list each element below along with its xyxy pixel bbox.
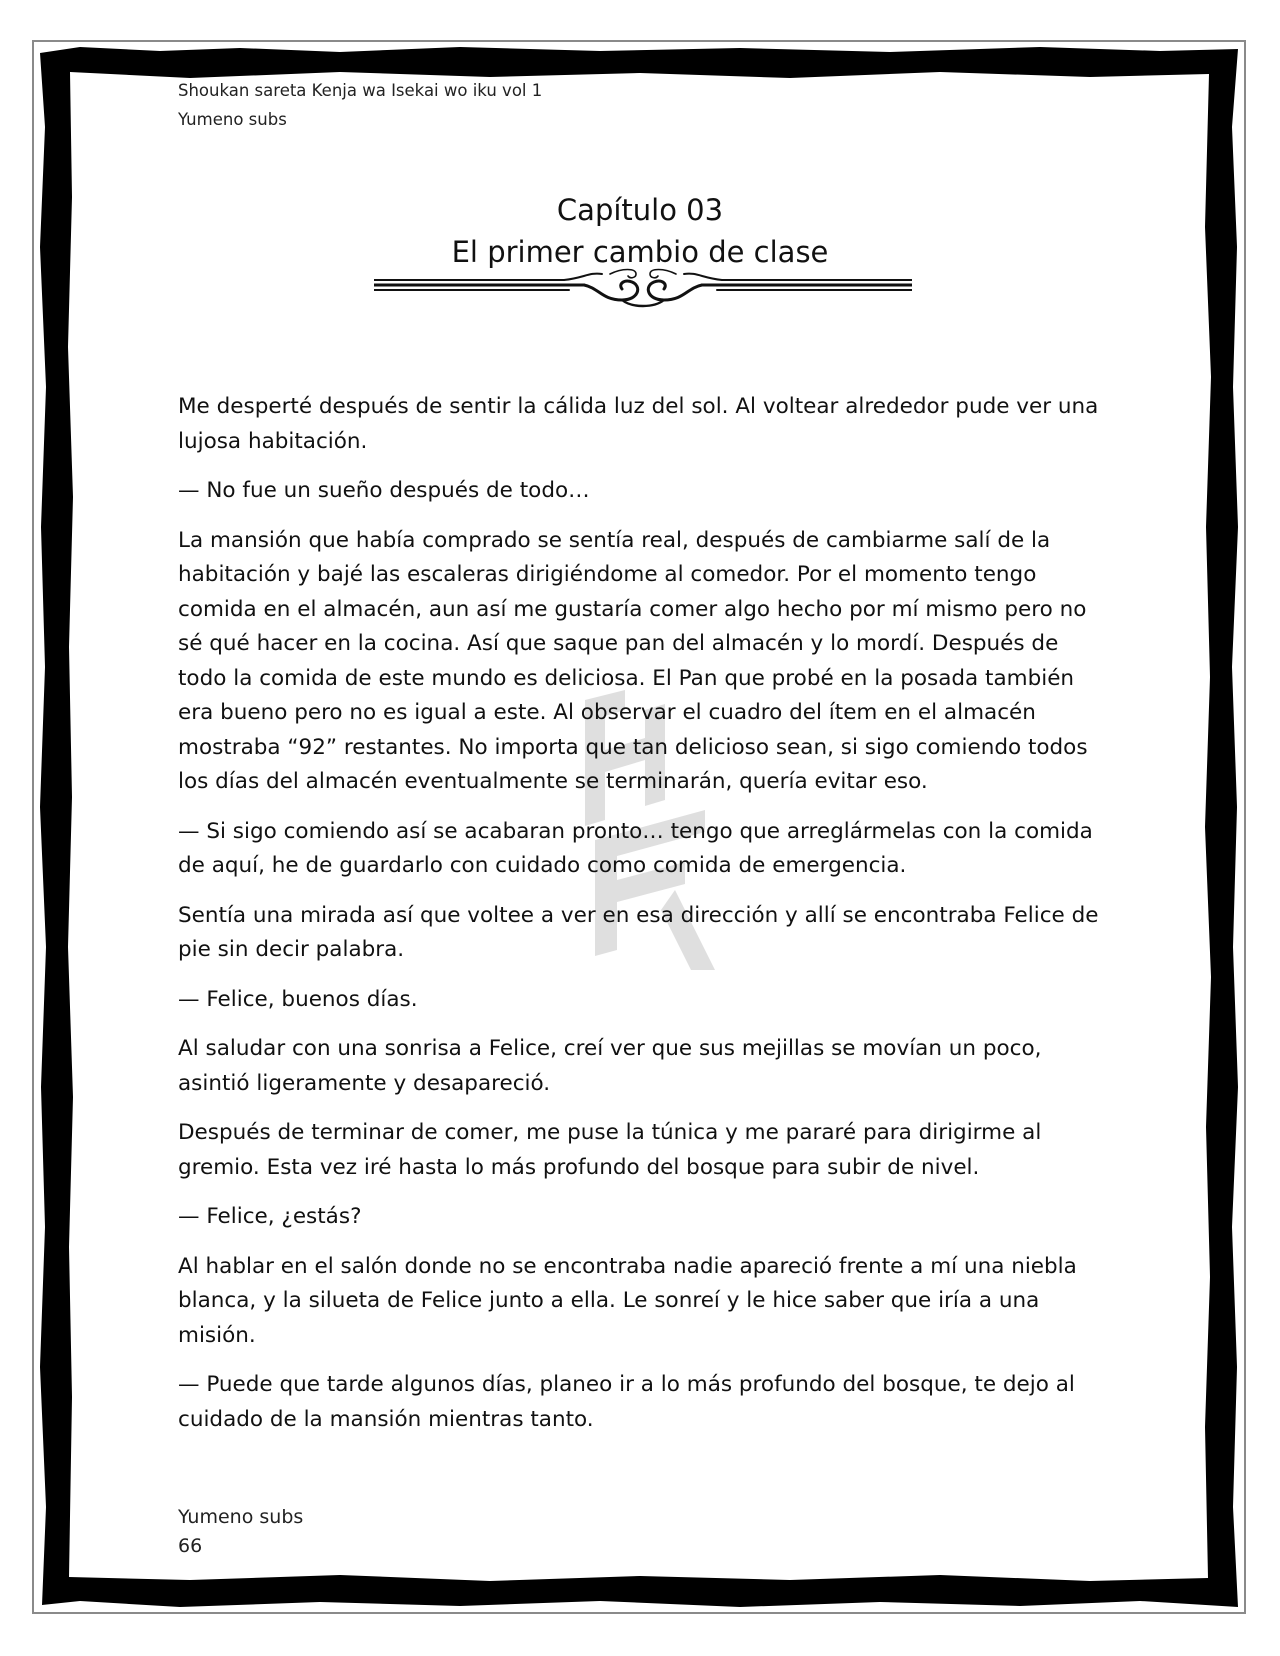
paragraph: Sentía una mirada así que voltee a ver en esa dirección y allí se encontraba Felice de pie sin decir palabra. [178,902,1099,962]
paragraph: Al saludar con una sonrisa a Felice, creí ver que sus mejillas se movían un poco, asintió ligeramente y desapareció. [178,1036,1042,1096]
page-number: 66 [178,1535,203,1557]
paragraph: La mansión que había comprado se sentía real, después de cambiarme salí de la habitación y bajé las escaleras dirigiéndome al comedor. Por el momento tengo comida en el almacén, aun así me gustaría comer algo hecho por mí mismo pero no sé qué hacer en la cocina. Así que saque pan del almacén y lo mordí. Después de todo la comida de este mundo es deliciosa. El Pan que probé en la posada también era bueno pero no es igual a este. Al observar el cuadro del ítem en el almacén mostraba “92” restantes. No importa que tan delicioso sean, si sigo comiendo todos los días del almacén eventualmente se terminarán, quería evitar eso. [178,527,1088,794]
paragraph: Me desperté después de sentir la cálida luz del sol. Al voltear alrededor pude ver una lujosa habitación. [178,394,1099,454]
paragraph: Al hablar en el salón donde no se encontraba nadie apareció frente a mí una niebla blanca, y la silueta de Felice junto a ella. Le sonreí y le hice saber que iría a una misión. [178,1253,1077,1348]
dialogue-paragraph: — Puede que tarde algunos días, planeo ir a lo más profundo del bosque, te dejo al cuidado de la mansión mientras tanto. [178,1372,1075,1432]
dialogue-paragraph: — No fue un sueño después de todo… [178,478,590,503]
page-footer [178,1503,303,1561]
book-title: Shoukan sareta Kenja wa Isekai wo iku vol 1 [178,81,543,100]
footer-translator: Yumeno subs [178,1506,304,1528]
decorative-flourish-divider [374,268,912,310]
chapter-number: Capítulo 03 [556,193,724,227]
body-text [178,390,1113,1452]
paragraph: Después de terminar de comer, me puse la túnica y me pararé para dirigirme al gremio. Esta vez iré hasta lo más profundo del bosque para subir de nivel. [178,1120,1042,1180]
chapter-title: El primer cambio de clase [451,235,829,269]
dialogue-paragraph: — Si sigo comiendo así se acabaran pronto… tengo que arreglármelas con la comida de aquí, he de guardarlo con cuidado como comida de emergencia. [178,818,1093,878]
page-header [178,76,542,134]
header-translator: Yumeno subs [178,110,287,129]
dialogue-paragraph: — Felice, ¿estás? [178,1204,362,1229]
dialogue-paragraph: — Felice, buenos días. [178,986,418,1012]
